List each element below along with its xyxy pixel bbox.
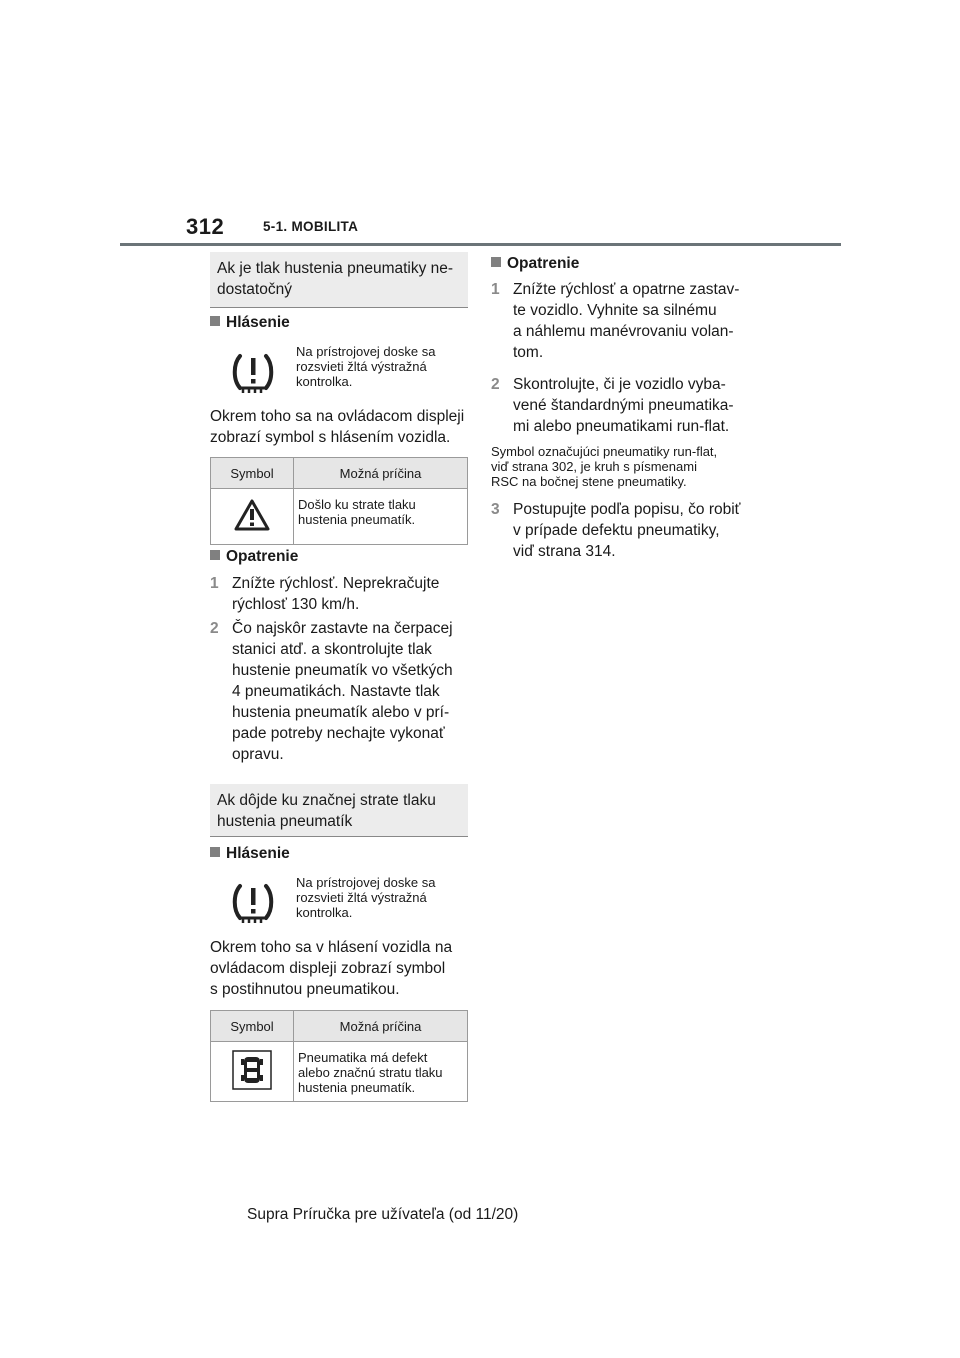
- car-flat-tire-icon: [232, 1050, 272, 1090]
- step-text: Znížte rýchlosť a opatrne zastav- te vozidlo. Vyhnite sa silnému a náhlemu manévrovaniu volan- tom.: [513, 281, 740, 361]
- cause-cell: Došlo ku strate tlaku hustenia pneumatík.: [294, 489, 468, 545]
- paragraph-affected-tire: Okrem toho sa v hlásení vozidla na ovládacom displeji zobrazí symbol s postihnutou pneumatikou.: [210, 939, 453, 998]
- section-box-significant-loss: Ak dôjde ku značnej strate tlaku hustenia pneumatík: [210, 784, 468, 837]
- bullet-square-icon: [210, 550, 220, 560]
- run-flat-note: Symbol označujúci pneumatiky run-flat, viď strana 302, je kruh s písmenami RSC na bočnej stene pneumatiky.: [491, 444, 718, 489]
- tire-pressure-warning-icon: [230, 880, 276, 926]
- subhead-label: Hlásenie: [226, 845, 290, 862]
- bullet-square-icon: [210, 316, 220, 326]
- footer-manual-title: Supra Príručka pre užívateľa (od 11/20): [247, 1206, 519, 1223]
- step-number: 3: [491, 501, 500, 518]
- symbol-table-2: [210, 1010, 468, 1102]
- subhead-label: Opatrenie: [507, 255, 580, 272]
- col-header-cause: Možná príčina: [294, 458, 468, 489]
- warning-light-text-2: Na prístrojovej doske sa rozsvieti žltá výstražná kontrolka.: [296, 875, 436, 920]
- subhead-opatrenie-left: [210, 548, 298, 566]
- tire-pressure-warning-icon: [230, 350, 276, 396]
- page-number: 312: [186, 214, 225, 239]
- step-text: Postupujte podľa popisu, čo robiť v prípade defektu pneumatiky, viď strana 314.: [513, 501, 741, 560]
- subhead-label: Opatrenie: [226, 548, 299, 565]
- col-header-symbol: Symbol: [211, 458, 294, 489]
- paragraph-symbol-message: Okrem toho sa na ovládacom displeji zobrazí symbol s hlásením vozidla.: [210, 408, 465, 446]
- section-title: 5-1. MOBILITA: [263, 219, 359, 234]
- step-number: 1: [210, 575, 219, 592]
- header-rule: [120, 243, 841, 246]
- step-number: 2: [210, 620, 219, 637]
- subhead-label: Hlásenie: [226, 314, 290, 331]
- step-text: Znížte rýchlosť. Neprekračujte rýchlosť 130 km/h.: [232, 575, 440, 613]
- section-box-low-pressure: Ak je tlak hustenia pneumatiky ne- dostatočný: [210, 252, 468, 308]
- col-header-cause: Možná príčina: [294, 1011, 468, 1042]
- step-text: Čo najskôr zastavte na čerpacej stanici atď. a skontrolujte tlak hustenie pneumatík vo všetkých 4 pneumatikách. Nastavte tlak hustenia pneumatík alebo v prí- pade potreby nechajte vykonať opravu.: [232, 620, 453, 763]
- step-text: Skontrolujte, či je vozidlo vyba- vené štandardnými pneumatika- mi alebo pneumatikami run-flat.: [513, 376, 734, 435]
- bullet-square-icon: [491, 257, 501, 267]
- symbol-cell: [211, 489, 294, 545]
- symbol-table-1: [210, 457, 468, 545]
- warning-light-text-1: Na prístrojovej doske sa rozsvieti žltá výstražná kontrolka.: [296, 344, 436, 389]
- col-header-symbol: Symbol: [211, 1011, 294, 1042]
- bullet-square-icon: [210, 847, 220, 857]
- step-number: 2: [491, 376, 500, 393]
- symbol-cell: [211, 1042, 294, 1102]
- step-number: 1: [491, 281, 500, 298]
- subhead-hlasenie-1: [210, 314, 290, 332]
- subhead-hlasenie-2: [210, 845, 290, 863]
- subhead-opatrenie-right: [491, 255, 579, 273]
- warning-triangle-icon: [233, 498, 271, 532]
- cause-cell: Pneumatika má defekt alebo značnú stratu tlaku hustenia pneumatík.: [294, 1042, 468, 1102]
